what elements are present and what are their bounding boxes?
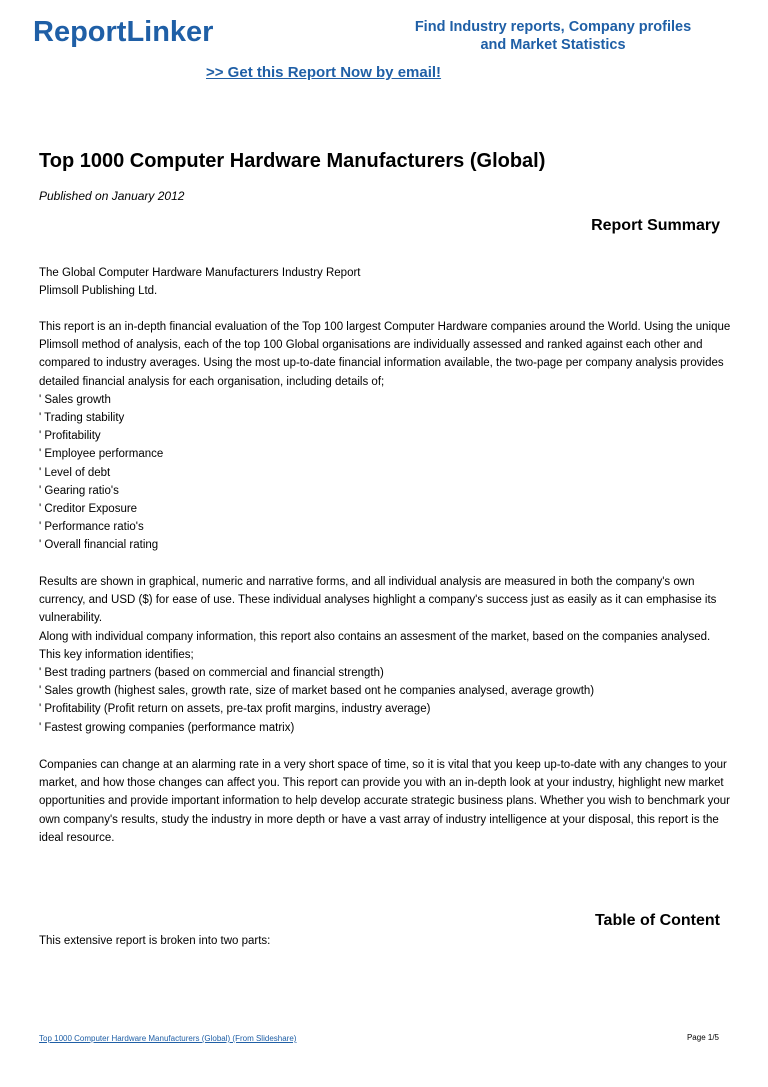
- report-title: Top 1000 Computer Hardware Manufacturers (Global): [39, 150, 546, 172]
- intro-block: [39, 264, 731, 300]
- list-item: ' Sales growth (highest sales, growth rate, size of market based ont he companies analysed, average growth): [39, 685, 595, 698]
- list-item: ' Employee performance: [39, 448, 164, 461]
- list-item: ' Creditor Exposure: [39, 503, 138, 516]
- toc-text: This extensive report is broken into two parts:: [39, 935, 271, 947]
- published-date: Published on January 2012: [39, 189, 185, 203]
- toc-block: [39, 932, 731, 950]
- analysis-paragraph: This report is an in-depth financial evaluation of the Top 100 largest Computer Hardware companies around the World. Using the unique Plimsoll method of analysis, each of the top 100 Global organisations are individually assessed and ranked against each other and compared to industry averages. Using the most up-to-date financial information available, the two-page per company analysis provides detailed financial analysis for each organisation, including details of;: [39, 321, 731, 388]
- list-item: ' Gearing ratio's: [39, 484, 119, 497]
- list-item: ' Best trading partners (based on commercial and financial strength): [39, 667, 384, 680]
- report-summary-heading: Report Summary: [591, 217, 720, 234]
- list-item: ' Profitability (Profit return on assets, pre-tax profit margins, industry average): [39, 703, 431, 716]
- market-paragraph-line-2: This key information identifies;: [39, 648, 194, 661]
- header-tagline: [398, 18, 708, 54]
- results-paragraph: Results are shown in graphical, numeric and narrative forms, and all individual analysis are measured in both the company's own currency, and USD ($) for ease of use. These individual analyses highlight a company's success just as easily as it can emphasise its vulnerability.: [39, 576, 717, 625]
- table-of-content-heading: Table of Content: [594, 912, 720, 929]
- analysis-block: [39, 318, 731, 555]
- list-item: ' Sales growth: [39, 393, 111, 406]
- list-item: ' Level of debt: [39, 466, 111, 479]
- get-report-link[interactable]: >> Get this Report Now by email!: [206, 64, 442, 81]
- list-item: ' Profitability: [39, 430, 101, 443]
- page-number: Page 1/5: [686, 1033, 719, 1042]
- reportlinker-logo[interactable]: ReportLinker: [33, 16, 214, 48]
- footer-source-link[interactable]: Top 1000 Computer Hardware Manufacturers (Global) (From Slideshare): [39, 1034, 297, 1043]
- list-item: ' Performance ratio's: [39, 521, 144, 534]
- market-paragraph-line-1: Along with individual company information, this report also contains an assesment of the market, based on the companies analysed.: [39, 630, 711, 643]
- market-bullet-list: [39, 664, 731, 737]
- tagline-line-2: and Market Statistics: [480, 37, 626, 53]
- results-block: [39, 573, 731, 737]
- list-item: ' Overall financial rating: [39, 539, 159, 552]
- list-item: ' Fastest growing companies (performance matrix): [39, 721, 295, 734]
- list-item: ' Trading stability: [39, 412, 125, 425]
- analysis-bullet-list: [39, 391, 731, 555]
- tagline-line-1: Find Industry reports, Company profiles: [414, 19, 692, 35]
- intro-line-2: Plimsoll Publishing Ltd.: [39, 285, 158, 298]
- intro-line-1: The Global Computer Hardware Manufacturers Industry Report: [39, 267, 361, 279]
- companies-paragraph: Companies can change at an alarming rate in a very short space of time, so it is vital that you keep up-to-date with any changes to your market, and how those changes can affect you. This report can provide you with an in-depth look at your industry, highlight new market opportunities and provide important information to help develop accurate strategic business plans. Whether you wish to benchmark your own company's results, study the industry in more depth or have a vast array of industry intelligence at your disposal, this report is the ideal resource.: [39, 759, 731, 844]
- companies-block: [39, 756, 731, 847]
